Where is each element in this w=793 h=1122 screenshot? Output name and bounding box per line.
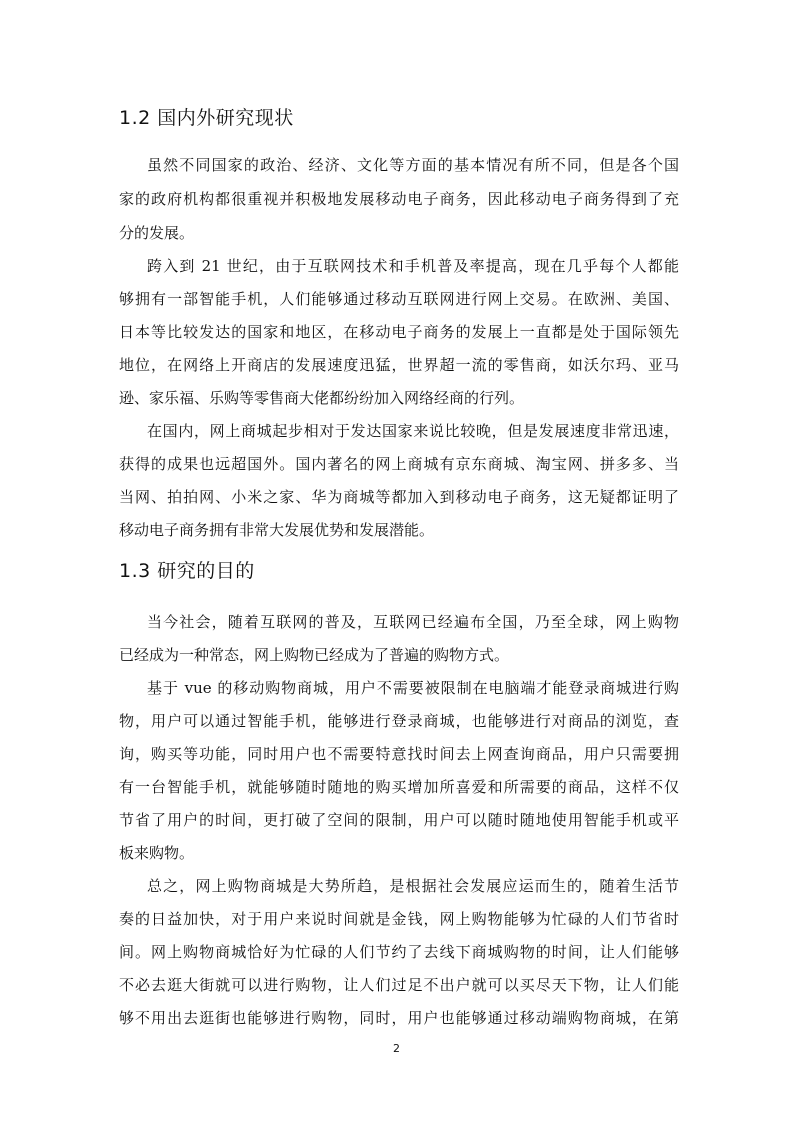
section-heading: 1.2 国内外研究现状 — [119, 107, 294, 129]
paragraph-line: 总之，网上购物商城是大势所趋，是根据社会发展应运而生的，随着生活节 — [147, 877, 679, 895]
paragraph-line: 当今社会，随着互联网的普及，互联网已经遍布全国，乃至全球，网上购物 — [147, 613, 679, 631]
paragraph-line: 逊、家乐福、乐购等零售商大佬都纷纷加入网络经商的行列。 — [119, 389, 525, 407]
paragraph-line: 板来购物。 — [119, 844, 195, 862]
paragraph-line: 在国内，网上商城起步相对于发达国家来说比较晚，但是发展速度非常迅速， — [147, 422, 679, 440]
paragraph-line: 节省了用户的时间，更打破了空间的限制，用户可以随时随地使用智能手机或平 — [119, 811, 679, 829]
paragraph-line: 有一台智能手机，就能够随时随地的购买增加所喜爱和所需要的商品，这样不仅 — [119, 778, 679, 796]
paragraph-line: 虽然不同国家的政治、经济、文化等方面的基本情况有所不同，但是各个国 — [147, 156, 679, 174]
paragraph-line: 分的发展。 — [119, 224, 195, 242]
paragraph-line: 物，用户可以通过智能手机，能够进行登录商城，也能够进行对商品的浏览，查 — [119, 712, 679, 730]
paragraph-line: 间。网上购物商城恰好为忙碌的人们节约了去线下商城购物的时间，让人们能够 — [119, 943, 679, 961]
paragraph-line: 已经成为一种常态，网上购物已经成为了普遍的购物方式。 — [119, 646, 510, 664]
paragraph-line: 获得的成果也远超国外。国内著名的网上商城有京东商城、淘宝网、拼多多、当 — [119, 455, 679, 473]
paragraph-line: 跨入到 21 世纪，由于互联网技术和手机普及率提高，现在几乎每个人都能 — [147, 257, 679, 275]
paragraph-line: 不必去逛大街就可以进行购物，让人们过足不出户就可以买尽天下物，让人们能 — [119, 976, 679, 994]
paragraph-line: 当网、拍拍网、小米之家、华为商城等都加入到移动电子商务，这无疑都证明了 — [119, 488, 679, 506]
page-number: 2 — [393, 1042, 400, 1055]
section-heading: 1.3 研究的目的 — [119, 560, 255, 582]
paragraph-line: 地位，在网络上开商店的发展速度迅猛，世界超一流的零售商，如沃尔玛、亚马 — [119, 356, 679, 374]
paragraph-line: 日本等比较发达的国家和地区，在移动电子商务的发展上一直都是处于国际领先 — [119, 323, 679, 341]
paragraph-line: 询，购买等功能，同时用户也不需要特意找时间去上网查询商品，用户只需要拥 — [119, 745, 679, 763]
paragraph-line: 移动电子商务拥有非常大发展优势和发展潜能。 — [119, 521, 435, 539]
paragraph-line: 够拥有一部智能手机，人们能够通过移动互联网进行网上交易。在欧洲、美国、 — [119, 290, 679, 308]
paragraph-line: 家的政府机构都很重视并积极地发展移动电子商务，因此移动电子商务得到了充 — [119, 190, 679, 208]
paragraph-line: 奏的日益加快，对于用户来说时间就是金钱，网上购物能够为忙碌的人们节省时 — [119, 910, 679, 928]
paragraph-line: 基于 vue 的移动购物商城，用户不需要被限制在电脑端才能登录商城进行购 — [147, 679, 679, 697]
paragraph-line: 够不用出去逛街也能够进行购物，同时，用户也能够通过移动端购物商城，在第 — [119, 1009, 679, 1027]
